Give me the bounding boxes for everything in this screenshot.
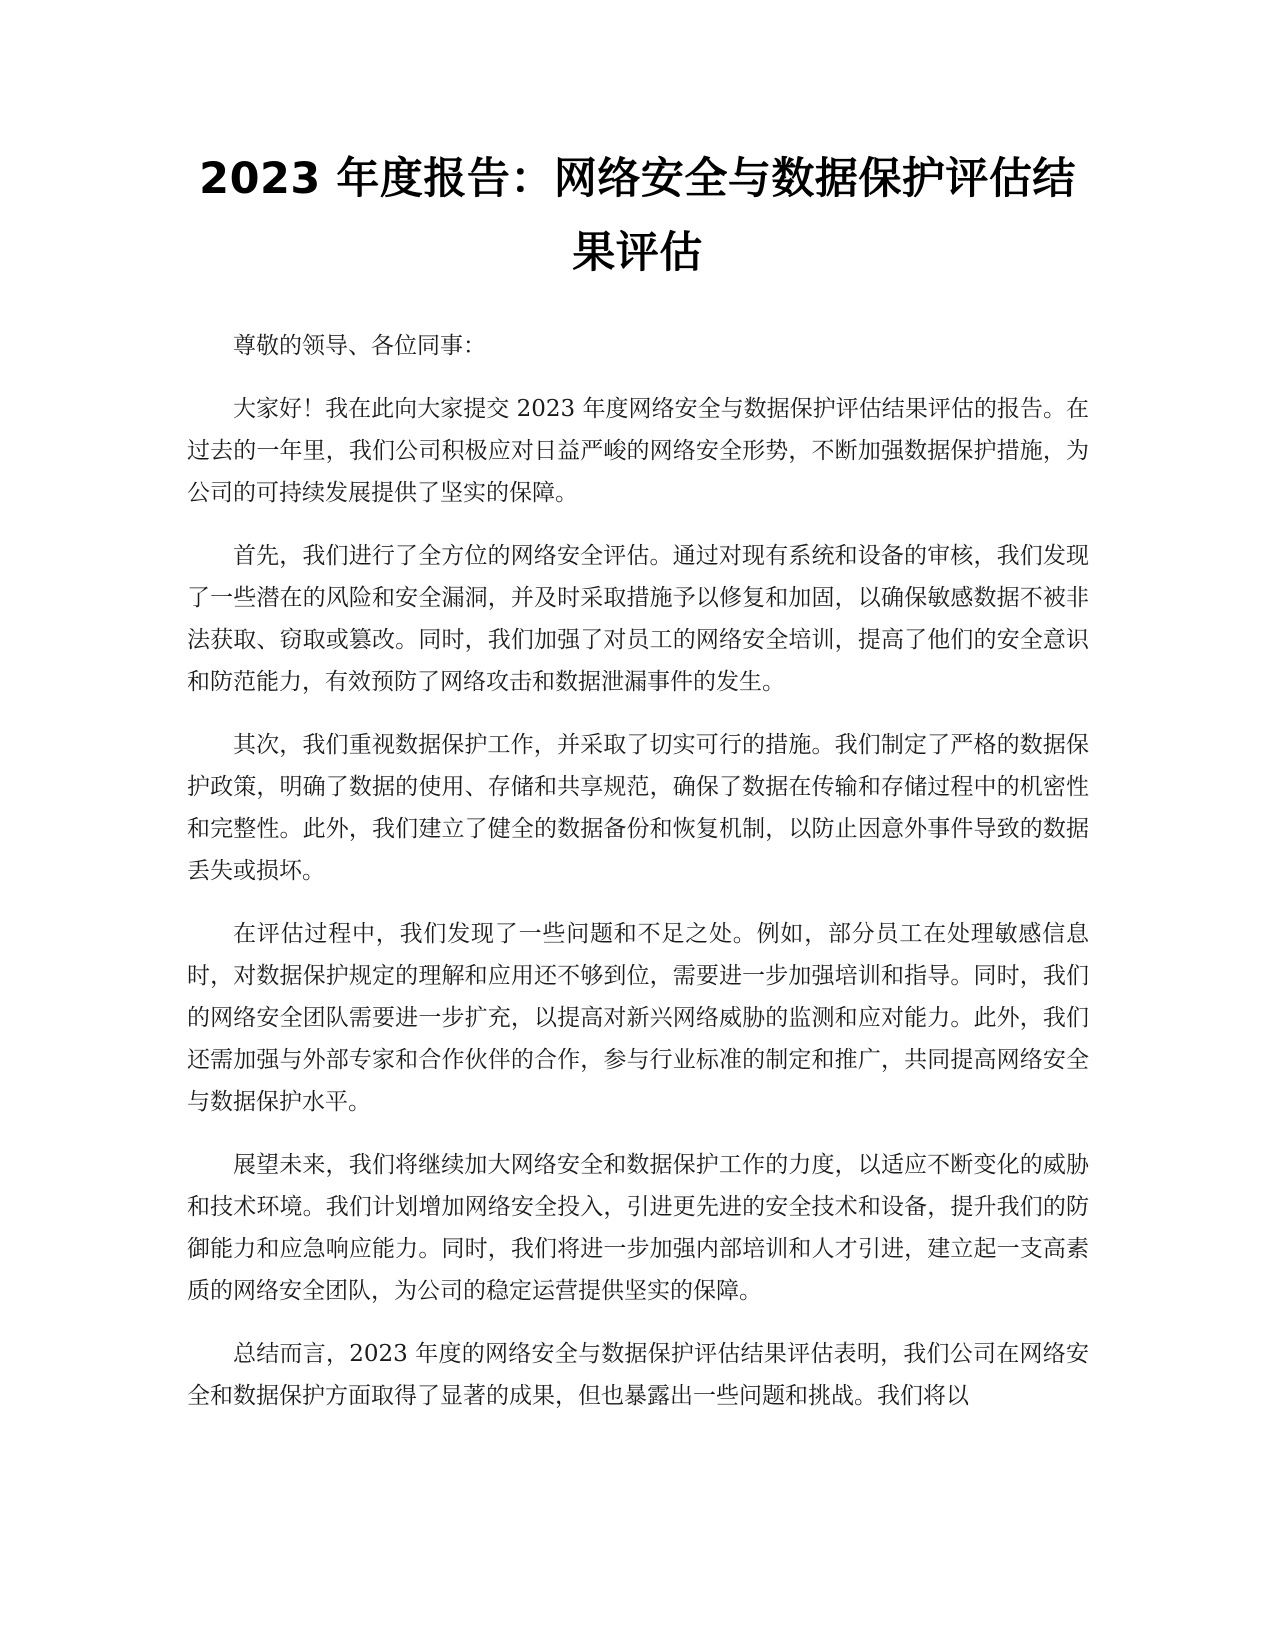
paragraph-data-protection: 其次，我们重视数据保护工作，并采取了切实可行的措施。我们制定了严格的数据保护政策，明确了数据的使用、存储和共享规范，确保了数据在传输和存储过程中的机密性和完整性。此外，我们建立了健全的数据备份和恢复机制，以防止因意外事件导致的数据丢失或损坏。 <box>187 732 1089 884</box>
salutation: 尊敬的领导、各位同事： <box>233 333 486 359</box>
paragraph-intro: 大家好！我在此向大家提交 2023 年度网络安全与数据保护评估结果评估的报告。在过去的一年里，我们公司积极应对日益严峻的网络安全形势，不断加强数据保护措施，为公司的可持续发展提供了坚实的保障。 <box>187 396 1089 506</box>
document-body <box>187 325 1089 1438</box>
paragraph-summary: 总结而言，2023 年度的网络安全与数据保护评估结果评估表明，我们公司在网络安全和数据保护方面取得了显著的成果，但也暴露出一些问题和挑战。我们将以 <box>187 1341 1089 1409</box>
paragraph-outlook: 展望未来，我们将继续加大网络安全和数据保护工作的力度，以适应不断变化的威胁和技术环境。我们计划增加网络安全投入，引进更先进的安全技术和设备，提升我们的防御能力和应急响应能力。同时，我们将进一步加强内部培训和人才引进，建立起一支高素质的网络安全团队，为公司的稳定运营提供坚实的保障。 <box>187 1152 1089 1304</box>
paragraph-issues: 在评估过程中，我们发现了一些问题和不足之处。例如，部分员工在处理敏感信息时，对数据保护规定的理解和应用还不够到位，需要进一步加强培训和指导。同时，我们的网络安全团队需要进一步扩充，以提高对新兴网络威胁的监测和应对能力。此外，我们还需加强与外部专家和合作伙伴的合作，参与行业标准的制定和推广，共同提高网络安全与数据保护水平。 <box>187 921 1089 1115</box>
paragraph-security-assessment: 首先，我们进行了全方位的网络安全评估。通过对现有系统和设备的审核，我们发现了一些潜在的风险和安全漏洞，并及时采取措施予以修复和加固，以确保敏感数据不被非法获取、窃取或篡改。同时，我们加强了对员工的网络安全培训，提高了他们的安全意识和防范能力，有效预防了网络攻击和数据泄漏事件的发生。 <box>187 543 1089 695</box>
document-title: 2023 年度报告：网络安全与数据保护评估结果评估 <box>199 154 1076 278</box>
